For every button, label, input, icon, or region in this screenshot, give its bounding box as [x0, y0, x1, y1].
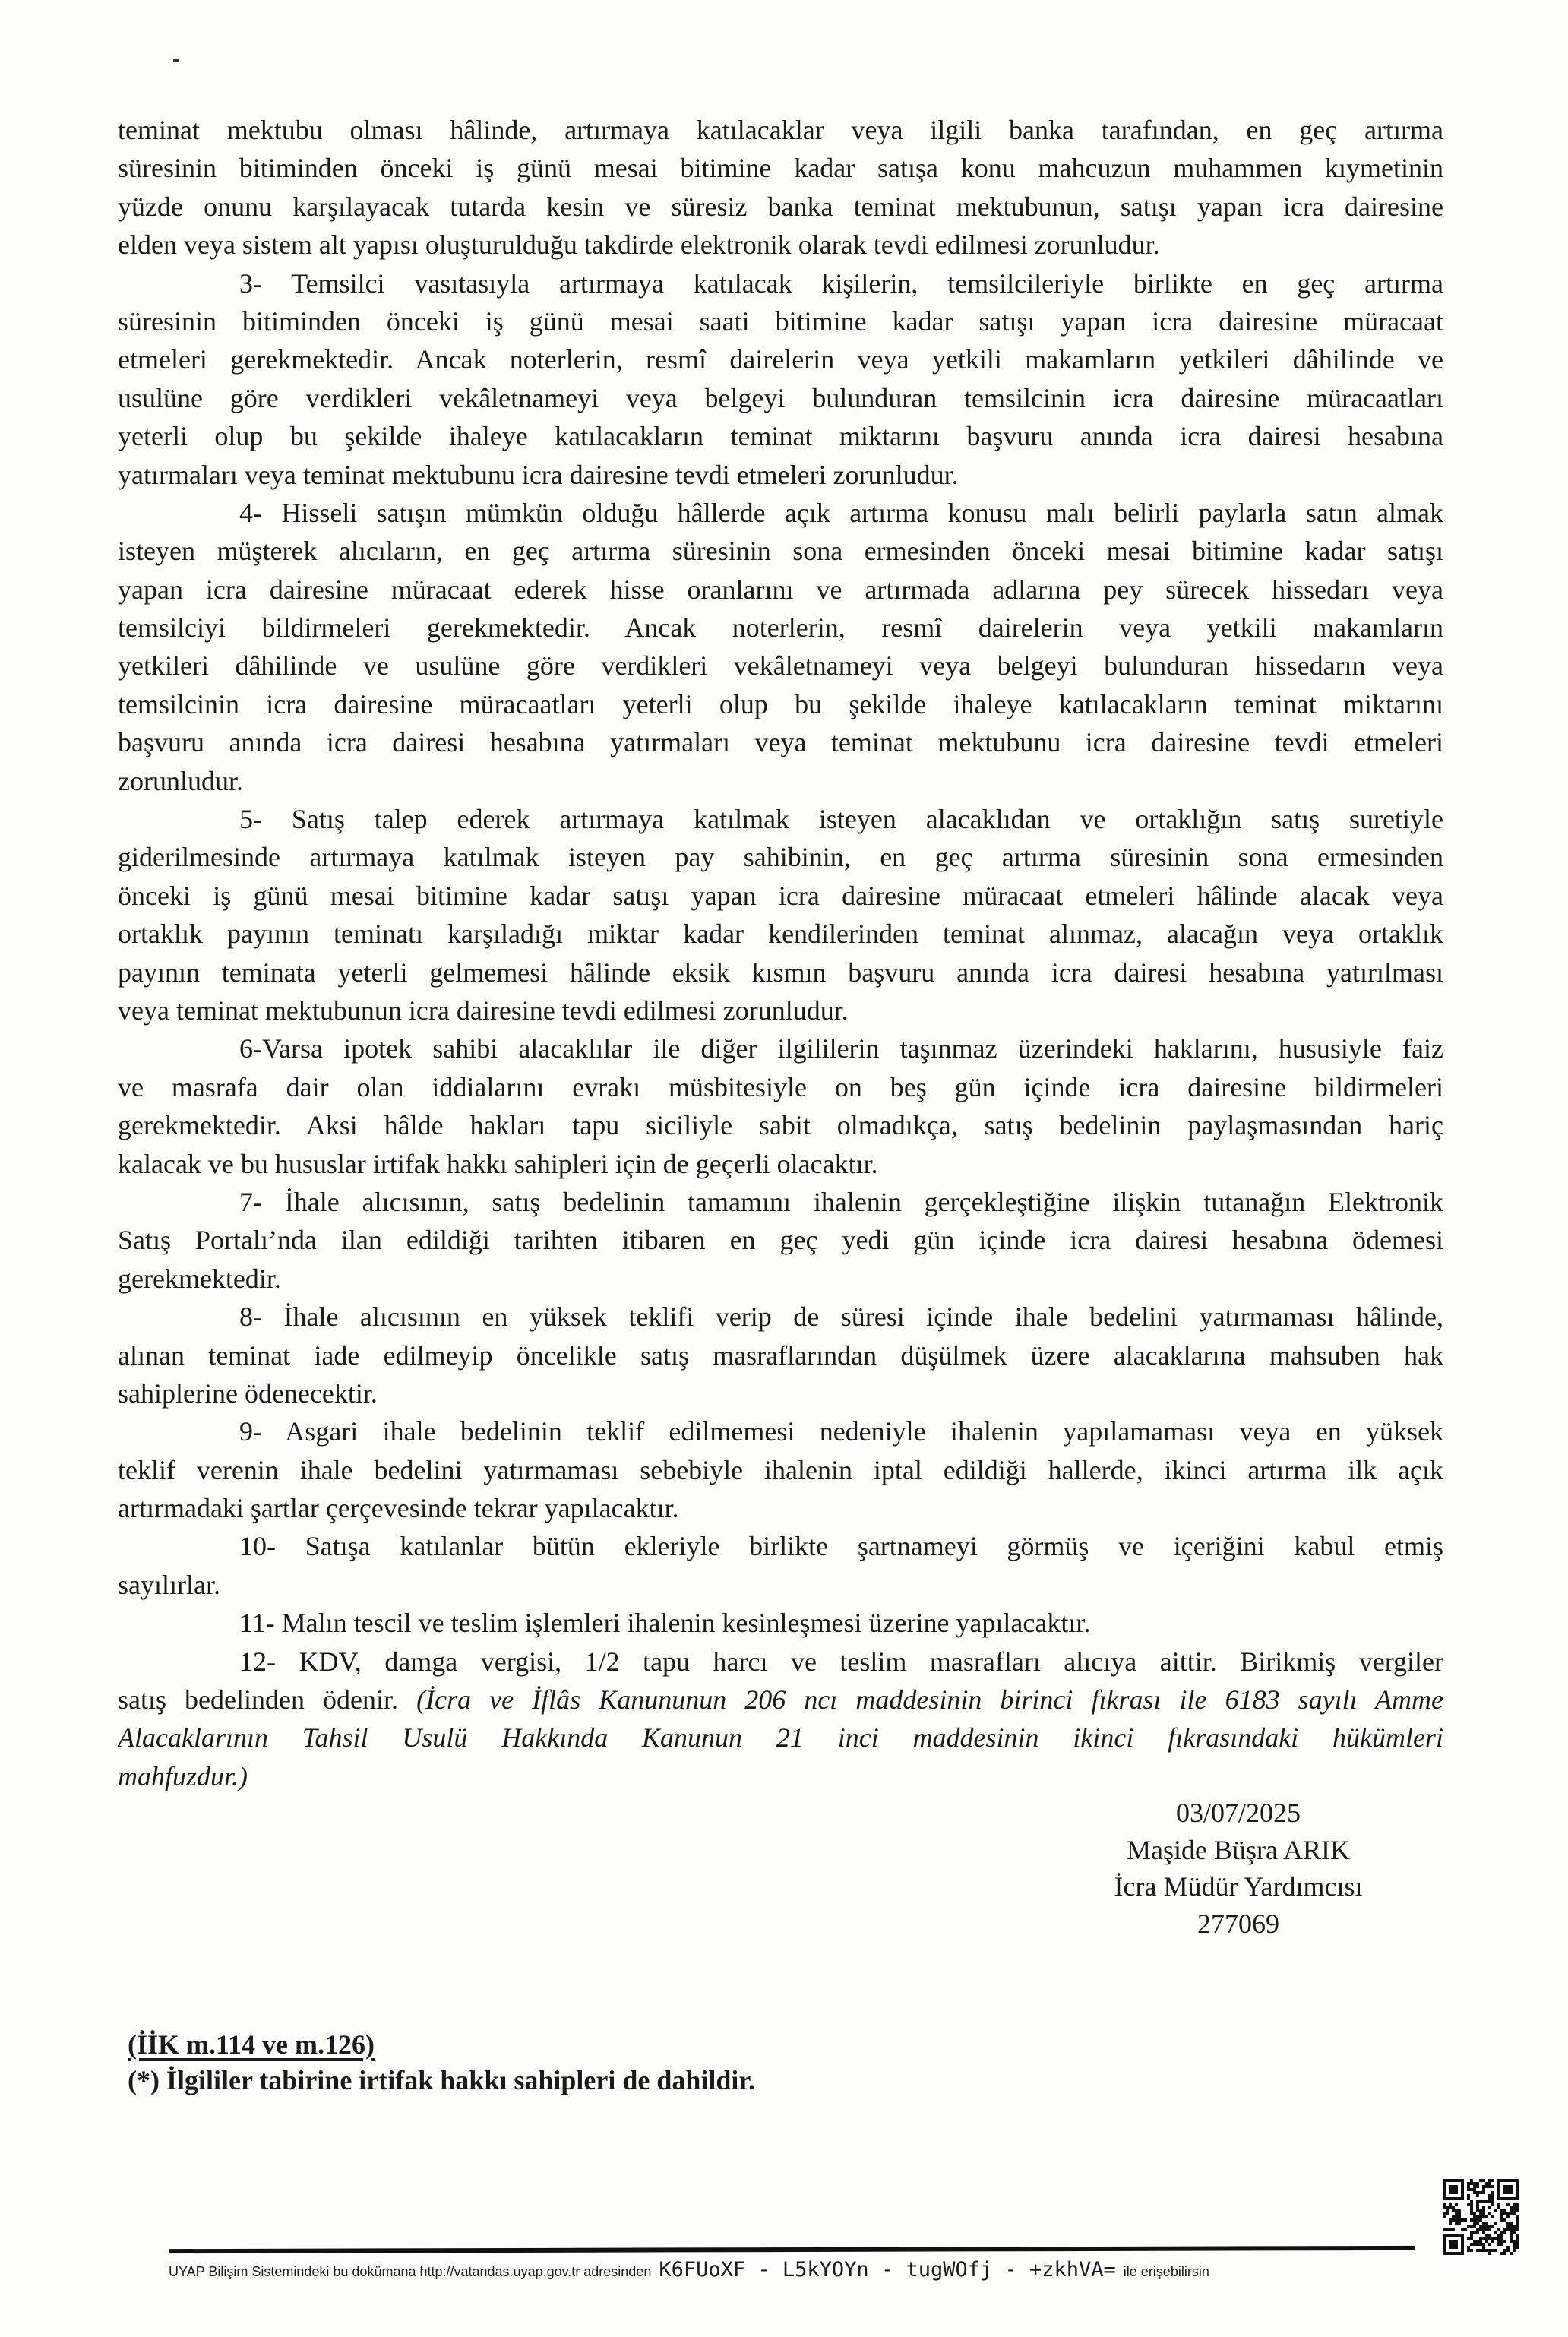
text-line [118, 609, 1443, 647]
text: isteyen müşterek alıcıların, en geç artırma süresinin sona ermesinden önceki mesai bitimine kadar satışı [118, 536, 1443, 567]
text: süresinin bitiminden önceki iş günü mesai bitimine kadar satışa konu mahcuzun muhammen kıymetinin [118, 153, 1443, 184]
signature-title: İcra Müdür Yardımcısı [1114, 1871, 1363, 1902]
text-line [118, 1527, 1443, 1565]
text-line [118, 1145, 1443, 1183]
paragraph [118, 264, 1443, 494]
text: 11- Malın tescil ve teslim işlemleri ihalenin kesinleşmesi üzerine yapılacaktır. [239, 1608, 1091, 1639]
paragraph [118, 1643, 1443, 1796]
footer [169, 2258, 1209, 2282]
signature-block [1064, 1795, 1413, 1942]
text-line [118, 953, 1443, 991]
text: artırmadaki şartlar çerçevesinde tekrar yapılacaktır. [118, 1493, 679, 1524]
text-line [118, 456, 1443, 494]
text: satış bedelinden ödenir. [118, 1684, 417, 1716]
text: gerekmektedir. Aksi hâlde hakları tapu siciliyle sabit olmadıkça, satış bedelinin paylaşmasından hariç [118, 1110, 1443, 1141]
text: Satış Portalı’nda ilan edildiği tarihten itibaren en geç yedi gün içinde icra dairesi hesabına ödemesi [118, 1225, 1443, 1256]
text-line [118, 1643, 1443, 1681]
text-line [118, 647, 1443, 685]
legal-reference: (İİK m.114 ve m.126) [128, 2029, 375, 2060]
text-line [118, 340, 1443, 378]
text: ve masrafa dair olan iddialarını evrakı müsbitesiyle on beş gün içinde icra dairesine bildirmeleri [118, 1071, 1443, 1102]
text: gerekmektedir. [118, 1263, 281, 1294]
text-line [118, 1336, 1443, 1374]
text-line [118, 571, 1443, 609]
text-line [118, 1183, 1443, 1221]
footnote: (*) İlgililer tabirine irtifak hakkı sahipleri de dahildir. [128, 2065, 756, 2095]
text-line [118, 915, 1443, 953]
text-line [118, 1604, 1443, 1642]
text: kalacak ve bu hususlar irtifak hakkı sahipleri için de geçerli olacaktır. [118, 1148, 878, 1179]
signature-name: Maşide Büşra ARIK [1127, 1834, 1350, 1865]
text: veya teminat mektubunun icra dairesine tevdi edilmesi zorunludur. [118, 995, 849, 1026]
text: başvuru anında icra dairesi hesabına yatırmaları veya teminat mektubunu icra dairesine tevdi etmeleri [118, 727, 1443, 758]
text-line [118, 226, 1443, 264]
notes [128, 2027, 755, 2098]
text: 9- Asgari ihale bedelinin teklif edilmemesi nedeniyle ihalenin yapılamaması veya en yüksek [239, 1416, 1443, 1447]
scan-mark [173, 59, 179, 62]
text-line [118, 188, 1443, 226]
text-line [118, 838, 1443, 876]
text-line [118, 149, 1443, 187]
text-line [118, 1566, 1443, 1604]
paragraph [118, 1604, 1443, 1642]
text: yapan icra dairesine müracaat ederek hisse oranlarını ve artırmada adlarına pey sürecek hissedarı veya [118, 574, 1443, 605]
text: yeterli olup bu şekilde ihaleye katılacakların teminat miktarını başvuru anında icra dairesi hesabına [118, 421, 1443, 452]
paragraph [118, 800, 1443, 1029]
text-line [118, 1412, 1443, 1450]
text: 8- İhale alıcısının en yüksek teklifi verip de süresi içinde ihale bedelini yatırmaması hâlinde, [239, 1301, 1443, 1333]
text: 12- KDV, damga vergisi, 1/2 tapu harcı ve teslim masrafları alıcıya aittir. Birikmiş vergiler [239, 1646, 1443, 1677]
text: usulüne göre verdikleri vekâletnameyi veya belgeyi bulunduran temsilcinin icra dairesine müracaatları [118, 382, 1443, 413]
text: yetkileri dâhilinde ve usulüne göre verdikleri vekâletnameyi veya belgeyi bulunduran hissedarın veya [118, 650, 1443, 681]
footer-suffix: ile erişebilirsin [1123, 2264, 1209, 2279]
text-line [118, 379, 1443, 417]
text-line [118, 800, 1443, 838]
footer-divider [169, 2246, 1415, 2253]
paragraph [118, 1527, 1443, 1604]
text-line [118, 1489, 1443, 1527]
text: 5- Satış talep ederek artırmaya katılmak isteyen alacaklıdan ve ortaklığın satış suretiyle [239, 804, 1443, 835]
text: 10- Satışa katılanlar bütün ekleriyle birlikte şartnameyi görmüş ve içeriğini kabul etmiş [239, 1531, 1443, 1562]
text-line [118, 762, 1443, 800]
paragraph [118, 111, 1443, 264]
text: elden veya sistem alt yapısı oluşturulduğu takdirde elektronik olarak tevdi edilmesi zorunludur. [118, 229, 1160, 261]
text: ortaklık payının teminatı karşıladığı miktar kadar kendilerinden teminat alınmaz, alacağın veya ortaklık [118, 919, 1443, 950]
text-line [118, 417, 1443, 455]
text: sayılırlar. [118, 1569, 220, 1600]
text: teminat mektubu olması hâlinde, artırmaya katılacaklar veya ilgili banka tarafından, en geç artırma [118, 115, 1443, 145]
text-line [118, 1298, 1443, 1336]
paragraph [118, 1183, 1443, 1298]
text: sahiplerine ödenecektir. [118, 1377, 378, 1409]
text: temsilciyi bildirmeleri gerekmektedir. Ancak noterlerin, resmî dairelerin veya yetkili makamların [118, 612, 1443, 644]
text-line [118, 1029, 1443, 1067]
text-line [118, 1681, 1443, 1719]
text-line [118, 302, 1443, 340]
text: zorunludur. [118, 765, 243, 796]
italic-text: mahfuzdur.) [118, 1760, 248, 1791]
text: giderilmesinde artırmaya katılmak isteyen pay sahibinin, en geç artırma süresinin sona ermesinden [118, 842, 1443, 873]
paragraph [118, 494, 1443, 800]
text-line [118, 991, 1443, 1029]
text-line [118, 264, 1443, 302]
text: etmeleri gerekmektedir. Ancak noterlerin, resmî dairelerin veya yetkili makamların yetkileri dâhilinde ve [118, 344, 1443, 375]
text-line [118, 877, 1443, 915]
text-line [118, 1451, 1443, 1489]
text: alınan teminat iade edilmeyip öncelikle satış masraflarından düşülmek üzere alacaklarına mahsuben hak [118, 1339, 1443, 1371]
document-body [118, 111, 1443, 1795]
signature-number: 277069 [1197, 1908, 1279, 1939]
text-line [118, 723, 1443, 761]
text-line [118, 111, 1443, 149]
signature-date: 03/07/2025 [1175, 1798, 1301, 1828]
qr-code-icon [1443, 2179, 1519, 2255]
text: 7- İhale alıcısının, satış bedelinin tamamını ihalenin gerçekleştiğine ilişkin tutanağın Elektronik [239, 1186, 1443, 1217]
text-line [118, 685, 1443, 723]
paragraph [118, 1412, 1443, 1527]
text: 6-Varsa ipotek sahibi alacaklılar ile diğer ilgililerin taşınmaz üzerindeki haklarını, hususiyle faiz [239, 1033, 1443, 1064]
text-line [118, 1221, 1443, 1259]
text-line [118, 532, 1443, 570]
text: süresinin bitiminden önceki iş günü mesai saati bitimine kadar satışı yapan icra dairesine müracaat [118, 305, 1443, 337]
text: payının teminata yeterli gelmemesi hâlinde eksik kısmın başvuru anında icra dairesi hesabına yatırılması [118, 957, 1443, 988]
text: 3- Temsilci vasıtasıyla artırmaya katılacak kişilerin, temsilcileriyle birlikte en geç artırma [239, 267, 1443, 299]
paragraph [118, 1029, 1443, 1183]
italic-text: Alacaklarının Tahsil Usulü Hakkında Kanunun 21 inci maddesinin ikinci fıkrasındaki hükümleri [118, 1722, 1443, 1754]
text: yüzde onunu karşılayacak tutarda kesin ve süresiz banka teminat mektubunun, satışı yapan icra dairesine [118, 191, 1443, 222]
footer-prefix: UYAP Bilişim Sistemindeki bu dokümana http://vatandas.uyap.gov.tr adresinden [169, 2264, 652, 2279]
text: temsilcinin icra dairesine müracaatları yeterli olup bu şekilde ihaleye katılacakların teminat miktarını [118, 688, 1443, 719]
text: önceki iş günü mesai bitimine kadar satışı yapan icra dairesine müracaat etmeleri hâlinde alacak veya [118, 880, 1443, 911]
italic-text: (İcra ve İflâs Kanununun 206 ncı maddesinin birinci fıkrası ile 6183 sayılı Amme [416, 1684, 1443, 1716]
text-line [118, 1068, 1443, 1106]
text-line [118, 1757, 1443, 1795]
paragraph [118, 1298, 1443, 1412]
text-line [118, 1106, 1443, 1144]
text-line [118, 1374, 1443, 1412]
verification-code: K6FUoXF - L5kYOYn - tugWOfj - +zkhVA= [659, 2258, 1116, 2282]
text: yatırmaları veya teminat mektubunu icra dairesine tevdi etmeleri zorunludur. [118, 459, 959, 490]
text-line [118, 1719, 1443, 1757]
text-line [118, 1260, 1443, 1298]
text-line [118, 494, 1443, 532]
text: 4- Hisseli satışın mümkün olduğu hâllerde açık artırma konusu malı belirli paylarla satın almak [239, 497, 1443, 528]
text: teklif verenin ihale bedelini yatırmaması sebebiyle ihalenin iptal edildiği hallerde, ikinci artırma ilk açık [118, 1454, 1443, 1485]
